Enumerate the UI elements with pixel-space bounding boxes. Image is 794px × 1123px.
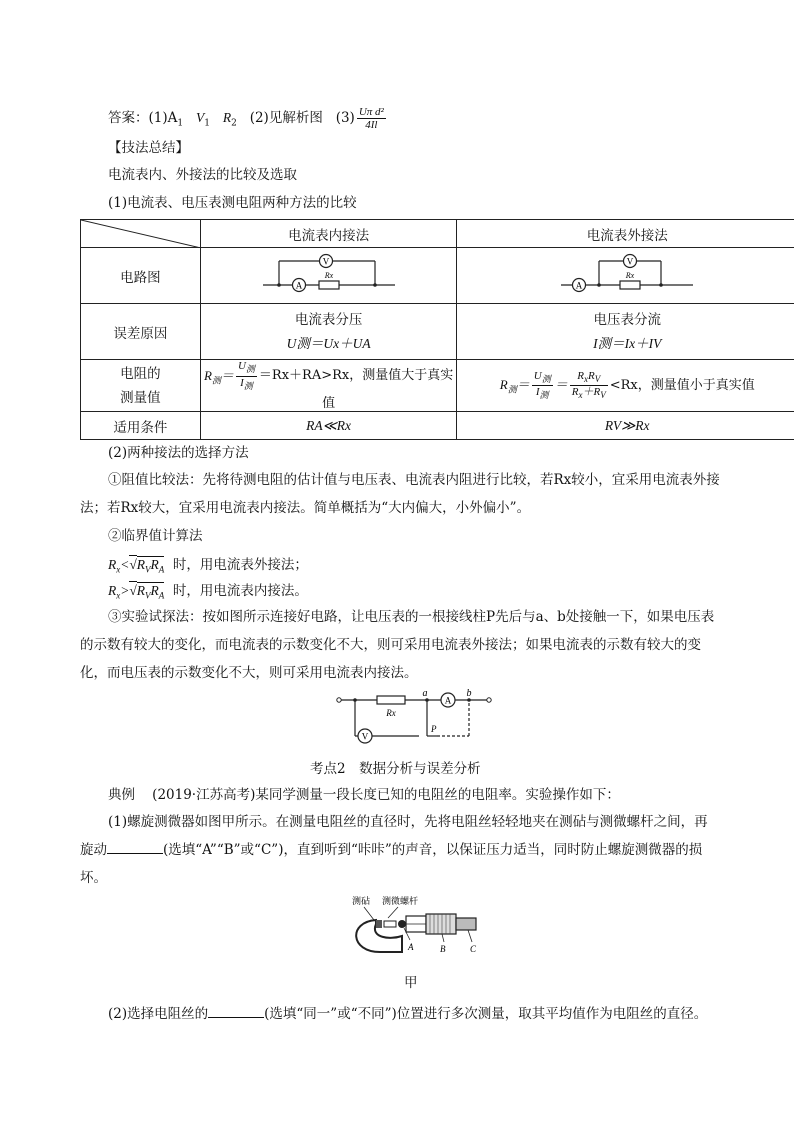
criterion-2: $R_x>√R_VR_A$ 时，用电流表内接法。 [108, 583, 308, 601]
micrometer-b-label: B [440, 944, 446, 954]
outer-ammeter-label: A [575, 280, 583, 290]
col-outer-header: 电流表外接法 [457, 220, 794, 248]
outer-resistor-label: Rx [626, 270, 635, 280]
diagonal-header-cell [81, 220, 201, 248]
outer-measured-text: <Rx，测量值小于真实值 [609, 378, 755, 393]
example-line [108, 786, 620, 804]
question-1 [80, 808, 720, 892]
outer-measured-cell: $R_测=$ $\frac{U_测}{I_测}$ ＝ $\frac{R_xR_V}{R_x+R_V}$ <Rx，测量值小于真实值 [457, 360, 794, 412]
topic-title: 电流表内、外接法的比较及选取 [108, 167, 297, 183]
answer-prefix: 答案：(1)A [108, 110, 178, 126]
table-row-circuit [81, 248, 794, 304]
row-label-measured [81, 360, 201, 412]
inner-error-text: 电流表分压 [294, 311, 363, 328]
answer-part3: (3) [335, 110, 355, 126]
row-label-measured-1: 电阻的 [120, 365, 161, 382]
question-1-blank[interactable] [107, 839, 163, 854]
anvil-label: 测砧 [352, 896, 371, 906]
outer-condition: RV≫Rx [457, 412, 794, 440]
inner-error-eq: U测＝Ux＋UA [286, 335, 371, 351]
test-rx-label: Rx [386, 708, 396, 718]
question-2-part-a: (2)选择电阻丝的 [108, 1006, 209, 1022]
row-label-condition: 适用条件 [81, 412, 201, 440]
table-row-error [81, 304, 794, 360]
sub-heading-1: (1)电流表、电压表测电阻两种方法的比较 [108, 195, 357, 211]
outer-voltmeter-label: V [626, 256, 634, 266]
section-heading: 【技法总结】 [108, 140, 189, 156]
method-3-paragraph: ③实验试探法：按如图所示连接好电路，让电压表的一根接线柱P先后与a、b处接触一下，如果电压表的示数有较大的变化，而电流表的示数变化不大，则可采用电流表外接法；如果电流表的示数有较大的变化，而电压表的示数变化不大，则可采用电流表内接法。 [80, 609, 715, 681]
outer-error-eq: I测＝Ix＋IV [593, 335, 662, 351]
method-1-paragraph: ①阻值比较法：先将待测电阻的估计值与电压表、电流表内阻进行比较，若Rx较小，宜采用电流表外接法；若Rx较大，宜采用电流表内接法。简单概括为“大内偏大，小外偏小”。 [80, 472, 720, 516]
outer-circuit-cell [457, 248, 794, 304]
question-1-part-b: (选填“A”“B”或“C”)，直到听到“咔咔”的声音，以保证压力适当，同时防止螺旋测微器的损坏。 [80, 842, 703, 886]
question-2-blank[interactable] [208, 1003, 264, 1018]
row-label-error: 误差原因 [81, 304, 201, 360]
inner-measured-cell: $R_测=$ $\frac{U_测}{I_测}$ ＝Rx＋RA>Rx，测量值大于真实值 [200, 360, 457, 412]
test-b-label: b [466, 688, 472, 699]
answer-line [108, 106, 388, 133]
method-2-title: ②临界值计算法 [108, 528, 203, 544]
row-label-measured-2: 测量值 [120, 389, 161, 406]
table-header-row [81, 220, 794, 248]
outer-error-cell [457, 304, 794, 360]
answer-r: R [222, 110, 232, 125]
inner-resistor-label: Rx [324, 270, 333, 280]
answer-a-sub: 1 [177, 118, 184, 129]
criterion-2-text: 时，用电流表内接法。 [172, 583, 308, 599]
figure-caption: 甲 [404, 975, 418, 991]
question-2 [80, 1000, 720, 1028]
table-row-measured [81, 360, 794, 412]
answer-r-sub: 2 [231, 118, 237, 129]
answer-part2: (2)见解析图 [249, 110, 323, 126]
outer-circuit-diagram [557, 251, 697, 297]
sub-heading-2: (2)两种接法的选择方法 [108, 445, 249, 461]
inner-voltmeter-label: V [322, 256, 329, 266]
answer-frac-num: Uπ d² [358, 106, 384, 118]
test-p-label: P [431, 724, 437, 734]
answer-v: V [195, 110, 205, 125]
example-text: (2019·江苏高考)某同学测量一段长度已知的电阻丝的电阻率。实验操作如下： [152, 787, 620, 803]
row-label-circuit: 电路图 [81, 248, 201, 304]
inner-measured-text: ＝Rx＋RA>Rx，测量值大于真实值 [258, 368, 454, 411]
answer-v-sub: 1 [204, 118, 210, 129]
criterion-1-text: 时，用电流表外接法； [172, 557, 308, 573]
micrometer-c-label: C [470, 944, 477, 954]
inner-error-cell [200, 304, 457, 360]
spindle-label: 测微螺杆 [382, 896, 419, 906]
test-voltmeter-label: V [361, 731, 369, 742]
inner-condition: RA≪Rx [200, 412, 457, 440]
kaodian-heading: 考点2 数据分析与误差分析 [310, 761, 481, 777]
answer-fraction [357, 106, 386, 131]
inner-circuit-cell [200, 248, 457, 304]
criterion-1: $R_x<√R_VR_A$ 时，用电流表外接法； [108, 557, 308, 575]
test-ammeter-label: A [444, 695, 452, 706]
diagonal-line [81, 220, 201, 248]
outer-error-text: 电压表分流 [593, 311, 661, 328]
micrometer-figure [340, 894, 490, 958]
table-row-condition [81, 412, 794, 440]
test-circuit-figure [335, 688, 495, 744]
inner-circuit-diagram [259, 251, 399, 297]
comparison-table [80, 219, 794, 440]
question-1-part-a: (1)螺旋测微器如图甲所示。在测量电阻丝的直径时，先将电阻丝轻轻地夹在测砧与测微螺杆之间，再旋动 [80, 814, 708, 858]
col-inner-header: 电流表内接法 [200, 220, 457, 248]
micrometer-a-label: A [408, 942, 414, 952]
example-label: 典例 [108, 787, 135, 803]
answer-frac-den: 4Il [365, 119, 378, 131]
test-a-label: a [422, 688, 428, 699]
question-2-part-b: (选填“同一”或“不同”)位置进行多次测量，取其平均值作为电阻丝的直径。 [264, 1006, 708, 1022]
inner-ammeter-label: A [295, 280, 302, 290]
